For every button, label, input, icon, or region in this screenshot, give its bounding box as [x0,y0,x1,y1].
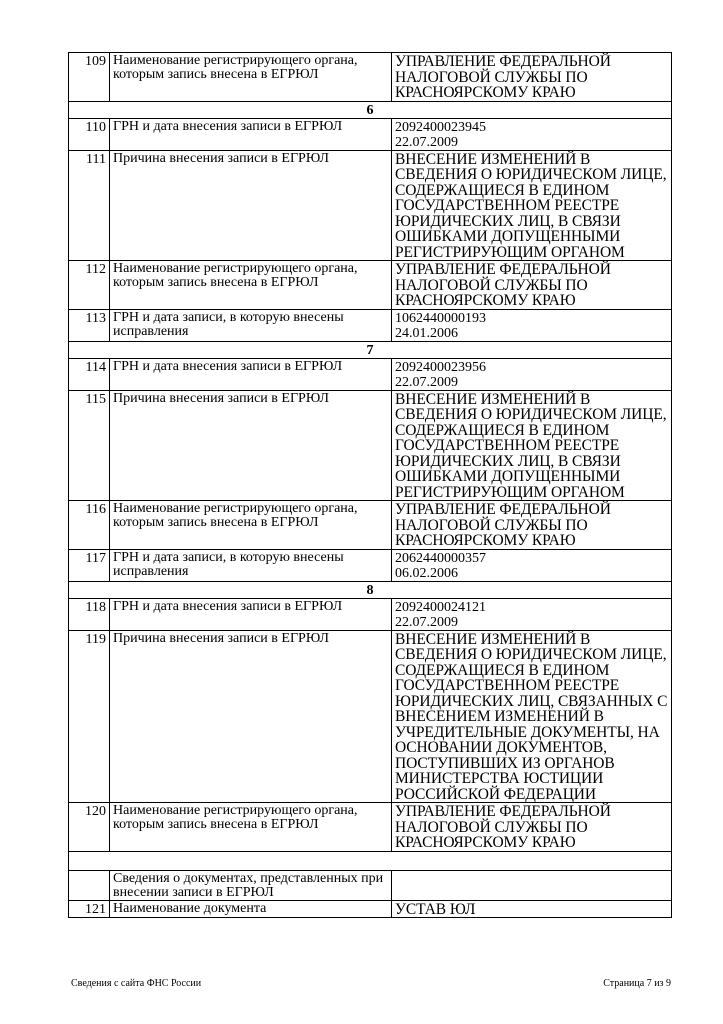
field-label: ГРН и дата внесения записи в ЕГРЮЛ [110,598,392,630]
field-value-text: 1062440000193 [395,310,486,326]
table-row [69,630,672,803]
field-label: ГРН и дата записи, в которую внесены исправления [110,309,392,341]
field-label: ГРН и дата записи, в которую внесены исправления [110,549,392,581]
table-row [69,118,672,150]
record-date: 24.01.2006 [395,325,458,341]
row-number [69,870,110,900]
table-row [69,900,672,918]
row-number: 117 [69,549,110,581]
table-row [69,150,672,261]
field-value [392,358,672,390]
field-label: Наименование регистрирующего органа, которым запись внесена в ЕГРЮЛ [110,803,392,852]
egrul-records-table [68,52,672,918]
row-number: 115 [69,390,110,501]
row-number: 109 [69,53,110,102]
field-label: Причина внесения записи в ЕГРЮЛ [110,630,392,803]
record-date: 22.07.2009 [395,374,458,390]
field-label: Причина внесения записи в ЕГРЮЛ [110,390,392,501]
section-header-row [69,581,672,598]
record-date: 06.02.2006 [395,565,458,581]
section-number: 8 [69,581,672,598]
record-date: 22.07.2009 [395,614,458,630]
table-row [69,53,672,102]
section-number: 6 [69,101,672,118]
field-label: ГРН и дата внесения записи в ЕГРЮЛ [110,358,392,390]
field-value-text: УСТАВ ЮЛ [395,900,476,918]
table-row [69,261,672,310]
field-value [392,870,672,900]
field-value [392,53,672,102]
row-number: 119 [69,630,110,803]
field-label: Причина внесения записи в ЕГРЮЛ [110,150,392,261]
empty-row [69,851,672,870]
field-value-text: 2092400023956 [395,359,486,375]
field-value [392,803,672,852]
field-value-text: УПРАВЛЕНИЕ ФЕДЕРАЛЬНОЙ НАЛОГОВОЙ СЛУЖБЫ ПО КРАСНОЯРСКОМУ КРАЮ [395,803,611,851]
egrul-table-body [69,53,672,918]
row-number: 111 [69,150,110,261]
field-value [392,630,672,803]
field-value-text: 2092400023945 [395,119,486,135]
field-value-text: 2062440000357 [395,550,486,566]
field-value [392,501,672,550]
row-number: 118 [69,598,110,630]
section-header-row [69,341,672,358]
empty-cell [69,851,672,870]
field-value-text: УПРАВЛЕНИЕ ФЕДЕРАЛЬНОЙ НАЛОГОВОЙ СЛУЖБЫ ПО КРАСНОЯРСКОМУ КРАЮ [395,261,611,309]
footer-page-number: Страница 7 из 9 [603,978,671,989]
row-number: 114 [69,358,110,390]
field-value [392,309,672,341]
field-value-text: ВНЕСЕНИЕ ИЗМЕНЕНИЙ В СВЕДЕНИЯ О ЮРИДИЧЕСКОМ ЛИЦЕ, СОДЕРЖАЩИЕСЯ В ЕДИНОМ ГОСУДАРСТВЕННОМ РЕЕСТРЕ ЮРИДИЧЕСКИХ ЛИЦ, СВЯЗАННЫХ С ВНЕСЕНИЕМ ИЗМЕНЕНИЙ В УЧРЕДИТЕЛЬНЫЕ ДОКУМЕНТЫ, НА ОСНОВАНИИ ДОКУМЕНТОВ, ПОСТУПИВШИХ ИЗ ОРГАНОВ МИНИСТЕРСТВА ЮСТИЦИИ РОССИЙСКОЙ ФЕДЕРАЦИИ [395,630,668,803]
field-value [392,900,672,918]
section-header-row [69,101,672,118]
field-value [392,150,672,261]
field-label: Наименование регистрирующего органа, которым запись внесена в ЕГРЮЛ [110,53,392,102]
row-number: 112 [69,261,110,310]
table-row [69,390,672,501]
field-value-text: УПРАВЛЕНИЕ ФЕДЕРАЛЬНОЙ НАЛОГОВОЙ СЛУЖБЫ ПО КРАСНОЯРСКОМУ КРАЮ [395,53,611,101]
footer-source: Сведения с сайта ФНС России [71,978,202,989]
row-number: 110 [69,118,110,150]
field-value [392,261,672,310]
table-row [69,803,672,852]
table-row [69,358,672,390]
table-row [69,549,672,581]
row-number: 120 [69,803,110,852]
field-value-text: ВНЕСЕНИЕ ИЗМЕНЕНИЙ В СВЕДЕНИЯ О ЮРИДИЧЕСКОМ ЛИЦЕ, СОДЕРЖАЩИЕСЯ В ЕДИНОМ ГОСУДАРСТВЕННОМ РЕЕСТРЕ ЮРИДИЧЕСКИХ ЛИЦ, В СВЯЗИ ОШИБКАМИ ДОПУЩЕННЫМИ РЕГИСТРИРУЮЩИМ ОРГАНОМ [395,150,667,261]
field-value-text: УПРАВЛЕНИЕ ФЕДЕРАЛЬНОЙ НАЛОГОВОЙ СЛУЖБЫ ПО КРАСНОЯРСКОМУ КРАЮ [395,501,611,549]
row-number: 121 [69,900,110,918]
field-value [392,598,672,630]
record-date: 22.07.2009 [395,134,458,150]
field-value [392,549,672,581]
section-number: 7 [69,341,672,358]
table-row [69,870,672,900]
field-value [392,118,672,150]
row-number: 113 [69,309,110,341]
field-label: Наименование регистрирующего органа, которым запись внесена в ЕГРЮЛ [110,501,392,550]
table-row [69,501,672,550]
field-label: Наименование документа [110,900,392,918]
field-value [392,390,672,501]
table-row [69,598,672,630]
row-number: 116 [69,501,110,550]
table-row [69,309,672,341]
field-value-text: 2092400024121 [395,599,486,615]
field-label: Сведения о документах, представленных при внесении записи в ЕГРЮЛ [110,870,392,900]
field-label: ГРН и дата внесения записи в ЕГРЮЛ [110,118,392,150]
field-label: Наименование регистрирующего органа, которым запись внесена в ЕГРЮЛ [110,261,392,310]
field-value-text: ВНЕСЕНИЕ ИЗМЕНЕНИЙ В СВЕДЕНИЯ О ЮРИДИЧЕСКОМ ЛИЦЕ, СОДЕРЖАЩИЕСЯ В ЕДИНОМ ГОСУДАРСТВЕННОМ РЕЕСТРЕ ЮРИДИЧЕСКИХ ЛИЦ, В СВЯЗИ ОШИБКАМИ ДОПУЩЕННЫМИ РЕГИСТРИРУЮЩИМ ОРГАНОМ [395,390,667,501]
